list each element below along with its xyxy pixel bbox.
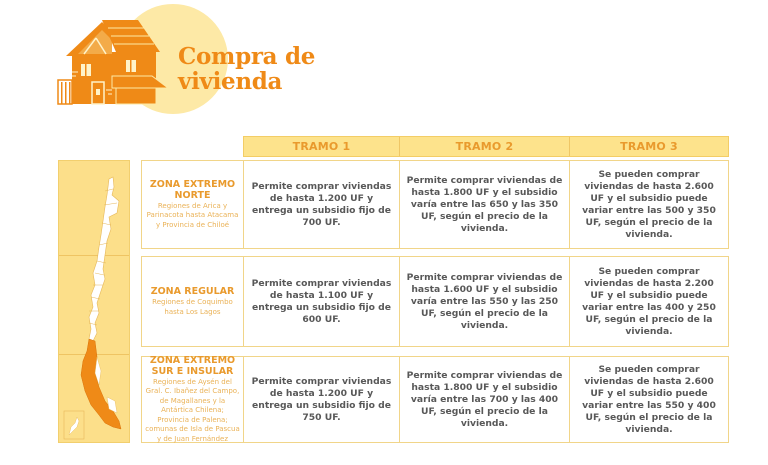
table-header (243, 136, 729, 157)
table-row-zona-extremo-sur-insular (141, 356, 729, 443)
tramo-3-text: Se pueden comprar viviendas de hasta 2.600 UF y el subsidio puede variar entre las 550 y 400 UF, según el precio de la vivienda. (582, 363, 716, 435)
zone-cell (142, 257, 244, 346)
page-title (178, 44, 315, 94)
column-header-tramo-1: TRAMO 1 (244, 137, 400, 156)
zone-cell (142, 354, 244, 443)
page-title-line-1: Compra de (178, 43, 316, 70)
tramo-1-text: Permite comprar viviendas de hasta 1.200 UF y entrega un subsidio fijo de 700 UF. (251, 180, 392, 228)
tramo-3-text: Se pueden comprar viviendas de hasta 2.600 UF y el subsidio puede variar entre las 500 y 350 UF, según el precio de la vivienda. (582, 168, 716, 240)
tramo-3-cell (570, 161, 728, 248)
tramo-2-cell (400, 357, 570, 442)
column-header-tramo-2: TRAMO 2 (400, 137, 570, 156)
tramo-3-text: Se pueden comprar viviendas de hasta 2.200 UF y el subsidio puede variar entre las 400 y 250 UF, según el precio de la vivienda. (582, 265, 716, 337)
chile-map-panel (58, 160, 130, 443)
house-icon (56, 10, 186, 106)
zone-description: Regiones de Arica y Parinacota hasta Atacama y Provincia de Chiloé (146, 201, 239, 229)
zone-description: Regiones de Coquimbo hasta Los Lagos (152, 298, 233, 316)
zone-name: ZONA EXTREMO NORTE (149, 178, 236, 201)
tramo-2-cell (400, 257, 570, 346)
tramo-2-cell (400, 161, 570, 248)
column-header-tramo-3: TRAMO 3 (620, 140, 678, 153)
tramo-3-cell (570, 257, 728, 346)
tramo-1-text: Permite comprar viviendas de hasta 1.200 UF y entrega un subsidio fijo de 750 UF. (251, 375, 392, 423)
table-row-zona-extremo-norte (141, 160, 729, 249)
tramo-1-cell (244, 257, 400, 346)
tramo-2-text: Permite comprar viviendas de hasta 1.800 UF y el subsidio varía entre las 650 y las 350 UF, según el precio de la vivienda. (406, 174, 563, 234)
zone-name: ZONA EXTREMO SUR E INSULAR (149, 354, 236, 377)
tramo-1-text: Permite comprar viviendas de hasta 1.100 UF y entrega un subsidio fijo de 600 UF. (251, 277, 392, 325)
zone-cell (142, 161, 244, 248)
tramo-1-cell (244, 357, 400, 442)
tramo-2-text: Permite comprar viviendas de hasta 1.800 UF y el subsidio varía entre las 700 y las 400 UF, según el precio de la vivienda. (406, 369, 563, 429)
tramo-1-cell (244, 161, 400, 248)
zone-description: Regiones de Aysén del Gral. C. Ibañez del Campo, de Magallanes y la Antártica Chilena; Provincia de Palena; comunas de Isla de Pascua y de Juan Fernández (145, 377, 240, 443)
page-title-line-2: vivienda (178, 68, 283, 95)
tramo-3-cell (570, 357, 728, 442)
zone-name: ZONA REGULAR (150, 286, 235, 297)
chile-map-icon (59, 161, 131, 444)
table-row-zona-regular (141, 256, 729, 347)
tramo-2-text: Permite comprar viviendas de hasta 1.600 UF y el subsidio varía entre las 550 y las 250 UF, según el precio de la vivienda. (406, 271, 563, 331)
